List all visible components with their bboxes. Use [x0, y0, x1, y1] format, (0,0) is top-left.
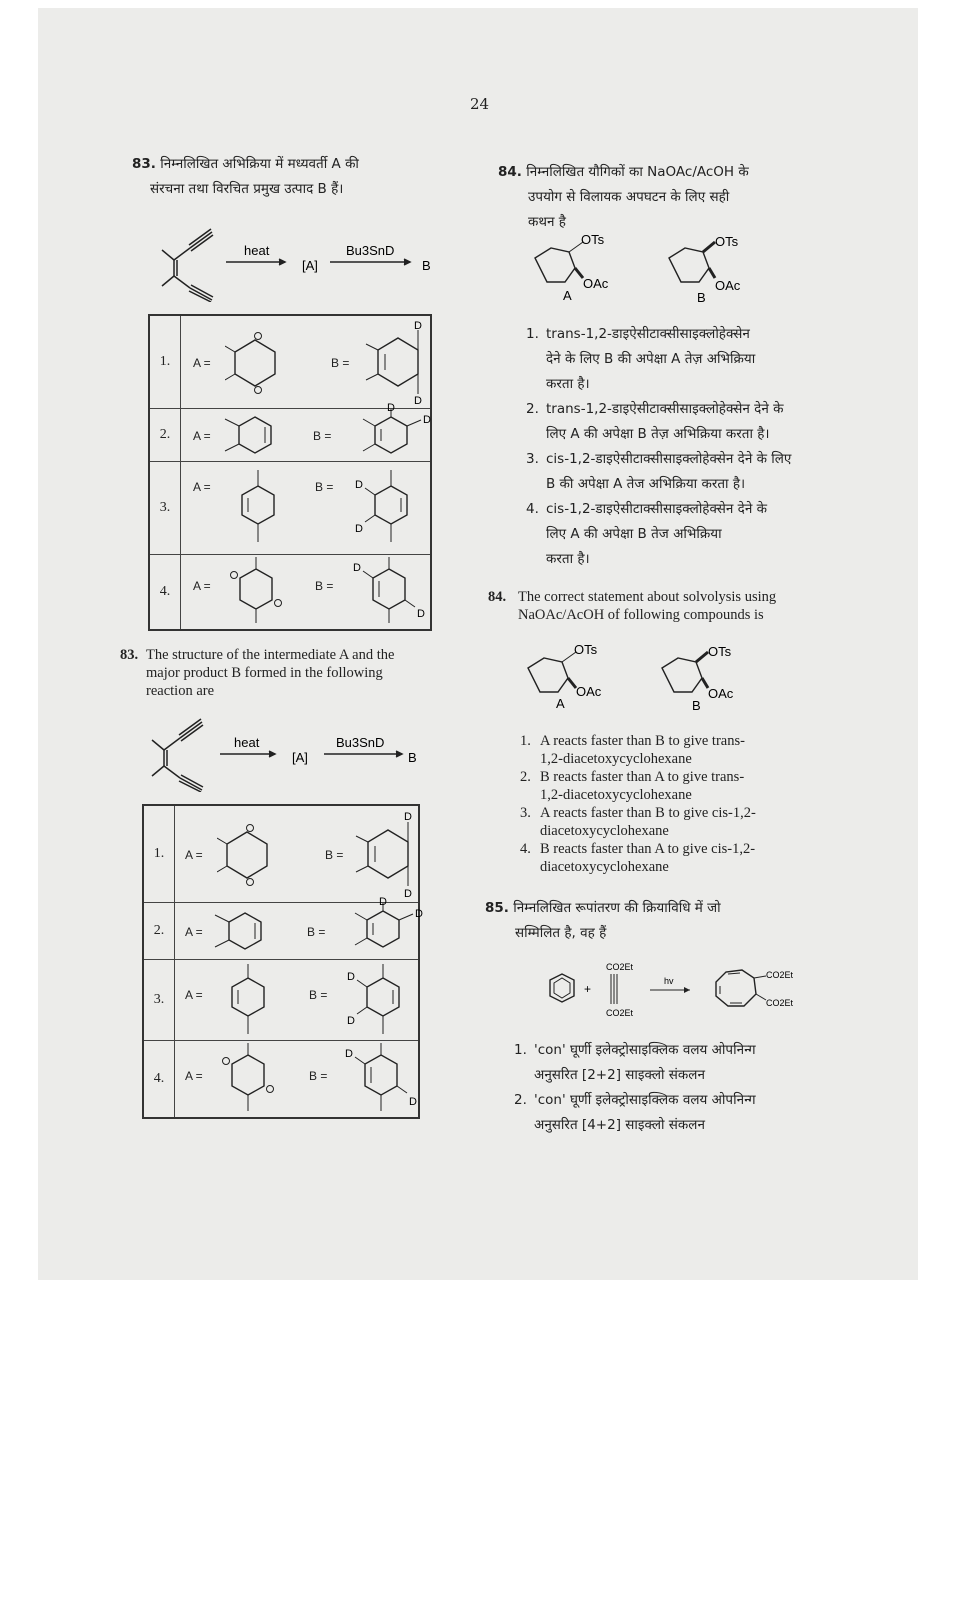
option-item[interactable]: 3. A reacts faster than B to give cis-1,2- diacetoxycyclohexane — [520, 805, 756, 839]
svg-text:D: D — [347, 971, 355, 983]
table-row — [149, 409, 431, 462]
option-number[interactable]: 4. — [143, 1041, 175, 1119]
a-label: A = — [185, 988, 203, 1002]
structure-b-4 — [333, 1041, 433, 1117]
b-label: B = — [313, 429, 332, 443]
option-number[interactable]: 3. — [143, 960, 175, 1041]
option-item[interactable]: 3. cis-1,2-डाइऐसीटाक्सीसाइक्लोहेक्सेन देने के लिए B की अपेक्षा A तेज अभिक्रिया करता है। — [526, 451, 792, 492]
q84-hindi-line1: निम्नलिखित यौगिकों का NaOAc/AcOH के — [526, 164, 749, 180]
compounds-84-hindi — [525, 230, 785, 305]
svg-text:D: D — [404, 811, 412, 823]
compounds-84-english — [518, 640, 778, 715]
compound-b-label: B — [692, 698, 701, 713]
b-label: B = — [315, 480, 334, 494]
b-label: B = — [315, 579, 334, 593]
a-label: A = — [193, 429, 211, 443]
option-number[interactable]: 1. — [149, 315, 181, 409]
answer-table-83-english — [142, 804, 423, 1119]
option-number[interactable]: 2. — [143, 903, 175, 960]
structure-a-2 — [209, 909, 269, 955]
structure-a-2 — [219, 413, 279, 459]
option-item[interactable]: 1. 'con' घूर्णी इलेक्ट्रोसाइक्लिक वलय ओपनिन्ग अनुसरित [2+2] साइक्लो संकलन — [514, 1042, 756, 1083]
structure-a-1 — [225, 328, 285, 398]
structure-a-3 — [233, 466, 283, 550]
a-label: A = — [185, 925, 203, 939]
ots-label: OTs — [715, 234, 739, 249]
structure-a-3 — [223, 960, 273, 1040]
svg-text:D: D — [347, 1015, 355, 1027]
q85-hindi-line2: सम्मिलित है, वह हैं — [515, 925, 607, 941]
oac-label: OAc — [715, 278, 741, 293]
b-label: B = — [307, 925, 326, 939]
compound-b-label: B — [697, 290, 706, 305]
svg-text:D: D — [345, 1048, 353, 1060]
q84-english-text — [488, 588, 818, 624]
structure-a-4 — [221, 555, 291, 629]
b-label: B = — [309, 1069, 328, 1083]
svg-text:D: D — [414, 395, 422, 404]
q84-english-number: 84. — [488, 589, 507, 605]
q84-hindi-line3: कथन है — [528, 214, 566, 230]
option-number[interactable]: 3. — [149, 462, 181, 555]
structure-a-4 — [213, 1041, 283, 1117]
co2et-label: CO2Et — [606, 1008, 634, 1018]
svg-text:D: D — [414, 320, 422, 332]
q84-english-options — [520, 732, 810, 876]
svg-text:D: D — [417, 608, 425, 620]
q83-english-text — [120, 646, 440, 700]
structure-b-1 — [363, 320, 433, 404]
q85-hindi-line1: निम्नलिखित रूपांतरण की क्रियाविधि में जो — [513, 900, 721, 916]
structure-a-1 — [217, 820, 277, 890]
co2et-label: CO2Et — [766, 970, 794, 980]
option-item[interactable]: 2. trans-1,2-डाइऐसीटाक्सीसाइक्लोहेक्सेन देने के लिए A की अपेक्षा B तेज़ अभिक्रिया करता है। — [526, 401, 784, 442]
table-row — [143, 903, 419, 960]
table-row — [143, 1041, 419, 1119]
ots-label: OTs — [708, 644, 732, 659]
q84-hindi-line2: उपयोग से विलायक अपघटन के लिए सही — [528, 189, 730, 205]
q83-hindi-text — [132, 152, 452, 202]
b-label: B = — [325, 848, 344, 862]
q83-hindi-line2: संरचना तथा विरचित प्रमुख उत्पाद B हैं। — [150, 181, 344, 197]
q84-english-line1: The correct statement about solvolysis using — [518, 589, 777, 605]
oac-label: OAc — [708, 686, 734, 701]
option-item[interactable]: 1. A reacts faster than B to give trans- 1,2-diacetoxycyclohexane — [520, 733, 745, 767]
q83-hindi-line1: निम्नलिखित अभिक्रिया में मध्यवर्ती A की — [160, 156, 359, 172]
heat-label: heat — [244, 243, 270, 258]
structure-b-3 — [333, 960, 423, 1040]
reaction-scheme-83-hindi — [150, 222, 440, 302]
reaction-scheme-85 — [530, 956, 810, 1026]
q84-english-line2: NaOAc/AcOH of following compounds is — [518, 607, 764, 623]
answer-table-83-hindi — [148, 314, 432, 631]
option-item[interactable]: 2. 'con' घूर्णी इलेक्ट्रोसाइक्लिक वलय ओपनिन्ग अनुसरित [4+2] साइक्लो संकलन — [514, 1092, 756, 1133]
svg-text:D: D — [355, 523, 363, 535]
option-item[interactable]: 2. B reacts faster than A to give trans- 1,2-diacetoxycyclohexane — [520, 769, 745, 803]
co2et-label: CO2Et — [766, 998, 794, 1008]
co2et-label: CO2Et — [606, 962, 634, 972]
a-label: A = — [193, 579, 211, 593]
q83-english-line2: major product B formed in the following — [146, 665, 383, 681]
b-label: B = — [331, 356, 350, 370]
q83-english-number: 83. — [120, 647, 139, 663]
a-label: A = — [185, 848, 203, 862]
q83-english-line1: The structure of the intermediate A and the — [146, 647, 395, 663]
a-label: A = — [185, 1069, 203, 1083]
q85-hindi-options — [514, 1038, 824, 1138]
ots-label: OTs — [581, 232, 605, 247]
svg-text:D: D — [387, 403, 395, 414]
option-item[interactable]: 4. cis-1,2-डाइऐसीटाक्सीसाइक्लोहेक्सेन देने के लिए A की अपेक्षा B तेज अभिक्रिया करता है। — [526, 501, 767, 567]
page-number: 24 — [470, 95, 490, 113]
structure-b-1 — [353, 810, 423, 898]
q83-hindi-number: 83. — [132, 156, 156, 172]
oac-label: OAc — [583, 276, 609, 291]
table-row — [149, 555, 431, 631]
q84-hindi-number: 84. — [498, 164, 522, 180]
b-label: B = — [309, 988, 328, 1002]
structure-b-2 — [341, 403, 451, 465]
svg-text:D: D — [404, 888, 412, 898]
option-number[interactable]: 4. — [149, 555, 181, 631]
product-label: B — [422, 258, 431, 273]
option-number[interactable]: 2. — [149, 409, 181, 462]
q85-hindi-text — [485, 896, 815, 946]
q84-hindi-text — [498, 160, 828, 235]
structure-b-3 — [341, 466, 431, 550]
table-row — [143, 960, 419, 1041]
option-item[interactable]: 4. B reacts faster than A to give cis-1,2- diacetoxycyclohexane — [520, 841, 756, 875]
svg-text:D: D — [355, 479, 363, 491]
svg-text:D: D — [379, 897, 387, 908]
svg-text:D: D — [353, 562, 361, 574]
reaction-scheme-83-english — [140, 712, 430, 792]
q85-hindi-number: 85. — [485, 900, 509, 916]
svg-text:D: D — [415, 908, 423, 920]
oac-label: OAc — [576, 684, 602, 699]
svg-text:D: D — [409, 1096, 417, 1108]
q84-hindi-options — [526, 322, 836, 572]
table-row — [149, 462, 431, 555]
compound-a-label: A — [563, 288, 572, 303]
q83-english-line3: reaction are — [146, 683, 215, 699]
compound-a-label: A — [556, 696, 565, 711]
table-row — [149, 315, 431, 409]
heat-label: heat — [234, 735, 260, 750]
table-row — [143, 805, 419, 903]
a-label: A = — [193, 480, 211, 494]
structure-b-4 — [341, 555, 441, 629]
intermediate-label: [A] — [292, 750, 308, 765]
product-label: B — [408, 750, 417, 765]
a-label: A = — [193, 356, 211, 370]
structure-b-2 — [333, 897, 443, 961]
reagent-label: Bu3SnD — [336, 735, 385, 750]
plus-sign: + — [584, 982, 592, 996]
option-item[interactable]: 1. trans-1,2-डाइऐसीटाक्सीसाइक्लोहेक्सेन देने के लिए B की अपेक्षा A तेज़ अभिक्रिया करता है। — [526, 326, 756, 392]
option-number[interactable]: 1. — [143, 805, 175, 903]
intermediate-label: [A] — [302, 258, 318, 273]
reagent-label: Bu3SnD — [346, 243, 395, 258]
hv-label: hv — [664, 976, 674, 986]
ots-label: OTs — [574, 642, 598, 657]
svg-text:D: D — [423, 414, 431, 426]
